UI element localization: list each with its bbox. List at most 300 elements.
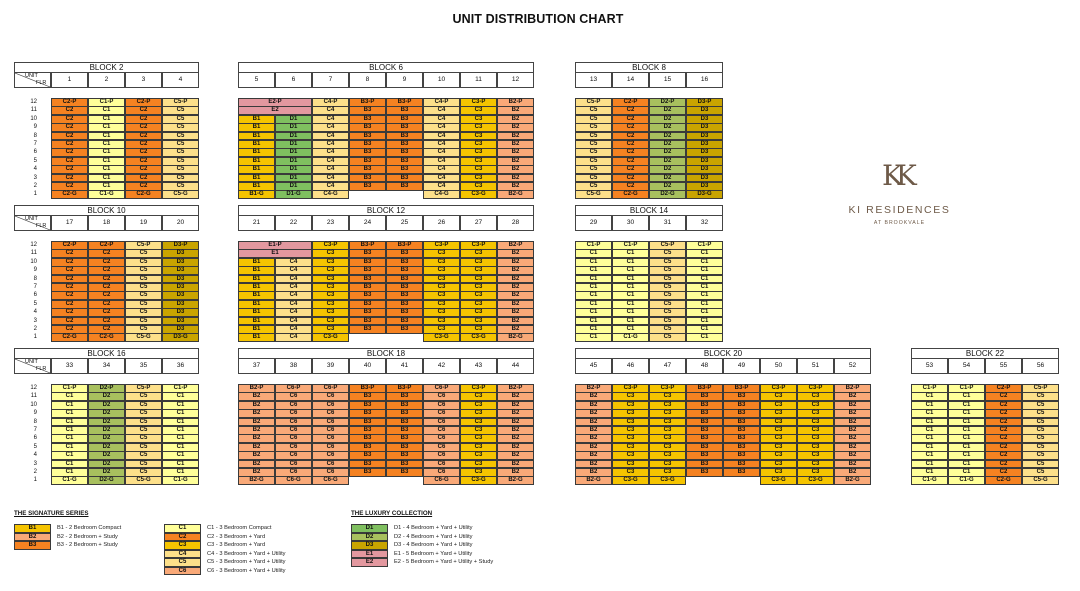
unit-cell-b3: B3 <box>349 123 386 132</box>
unit-cell-c3: C3 <box>760 434 797 443</box>
unit-cell-b2: B2-P <box>497 241 534 250</box>
unit-number: 38 <box>275 359 312 374</box>
unit-cell-c4: C4 <box>312 115 349 124</box>
unit-cell-b2: B2 <box>575 460 612 469</box>
unit-cell-d1: D1-G <box>275 190 312 199</box>
unit-cell-c3: C3 <box>460 443 497 452</box>
unit-cell-b3: B3 <box>349 392 386 401</box>
unit-cell-c3: C3 <box>460 401 497 410</box>
unit-cell-c1: C1 <box>911 426 948 435</box>
unit-number: 10 <box>423 73 460 88</box>
unit-cell-c3: C3 <box>760 468 797 477</box>
unit-cell-c1: C1 <box>686 283 723 292</box>
unit-cell-c1: C1 <box>575 258 612 267</box>
unit-cell-c2: C2 <box>51 275 88 284</box>
unit-cell-b3: B3 <box>349 317 386 326</box>
floor-number: 1 <box>33 334 37 341</box>
unit-cell-c6: C6 <box>312 460 349 469</box>
unit-cell-c4: C4 <box>275 300 312 309</box>
unit-cell-c3: C3 <box>797 443 834 452</box>
unit-cell-b3: B3 <box>349 468 386 477</box>
unit-number: 43 <box>460 359 497 374</box>
unit-cell-c4: C4 <box>275 258 312 267</box>
unit-cell-b3: B3-P <box>349 384 386 393</box>
unit-cell-c3: C3 <box>797 392 834 401</box>
unit-cell-c1: C1-P <box>575 241 612 250</box>
unit-cell-c1: C1 <box>911 434 948 443</box>
unit-cell-c3: C3-P <box>760 384 797 393</box>
unit-cell-c6: C6-P <box>275 384 312 393</box>
floor-number: 12 <box>30 99 37 105</box>
unit-cell-d2: D2 <box>649 123 686 132</box>
unit-cell-c6: C6-P <box>423 384 460 393</box>
unit-cell-b2: B2 <box>497 418 534 427</box>
unit-cell-c6: C6 <box>312 443 349 452</box>
unit-cell-d1: D1 <box>275 157 312 166</box>
unit-cell-b2: B2 <box>238 426 275 435</box>
unit-cell-b2: B2 <box>834 418 871 427</box>
unit-cell-c5: C5 <box>575 115 612 124</box>
unit-cell-c5: C5 <box>649 333 686 342</box>
unit-cell-c6: C6 <box>275 468 312 477</box>
unit-cell-c2: C2 <box>51 300 88 309</box>
unit-number: 27 <box>460 216 497 231</box>
unit-cell-b2: B2 <box>497 182 534 191</box>
unit-cell-d2: D2 <box>649 115 686 124</box>
unit-cell-c3: C3 <box>423 291 460 300</box>
unit-cell-b3: B3 <box>686 409 723 418</box>
unit-cell-c3: C3 <box>312 266 349 275</box>
floor-number: 12 <box>30 385 37 391</box>
unit-cell-c6: C6 <box>423 418 460 427</box>
unit-cell-c1: C1 <box>88 148 125 157</box>
floor-number: 4 <box>33 309 37 316</box>
block-header: BLOCK 6 <box>238 62 534 73</box>
unit-cell-c1: C1 <box>911 460 948 469</box>
unit-cell-c2: C2 <box>88 300 125 309</box>
unit-cell-c6: C6 <box>275 401 312 410</box>
unit-cell-c5: C5 <box>162 174 199 183</box>
unit-cell-d2: D2 <box>88 426 125 435</box>
unit-cell-b2: B2-G <box>238 476 275 485</box>
unit-cell-c3: C3 <box>797 468 834 477</box>
unit-cell-c3: C3 <box>423 317 460 326</box>
unit-cell-c3: C3 <box>460 266 497 275</box>
unit-cell-c1: C1 <box>88 174 125 183</box>
unit-cell-c5: C5 <box>1022 468 1059 477</box>
unit-cell-b2: B2 <box>497 443 534 452</box>
unit-cell-c3: C3 <box>649 451 686 460</box>
unit-cell-c3: C3 <box>312 258 349 267</box>
unit-cell-b3: B3 <box>386 418 423 427</box>
unit-cell-c1: C1-P <box>911 384 948 393</box>
floor-number: 9 <box>33 124 37 131</box>
legend-swatch: C2 <box>164 533 201 542</box>
unit-cell-b2: B2 <box>497 148 534 157</box>
unit-cell-c1: C1 <box>51 460 88 469</box>
unit-cell-c6: C6 <box>275 443 312 452</box>
unit-number: 14 <box>612 73 649 88</box>
unit-cell-c3: C3-P <box>460 384 497 393</box>
unit-cell-c2: C2 <box>985 443 1022 452</box>
unit-number: 8 <box>349 73 386 88</box>
unit-cell-c3: C3-P <box>612 384 649 393</box>
unit-cell-b1: B1 <box>238 123 275 132</box>
unit-cell-b2: B2 <box>497 468 534 477</box>
unit-number: 45 <box>575 359 612 374</box>
unit-cell-c5: C5 <box>125 392 162 401</box>
unit-cell-b3: B3 <box>386 401 423 410</box>
unit-cell-c3: C3 <box>460 426 497 435</box>
unit-cell-c4: C4 <box>312 106 349 115</box>
unit-cell-c3: C3-G <box>612 476 649 485</box>
unit-cell-c5: C5 <box>125 434 162 443</box>
unit-cell-b3: B3 <box>723 443 760 452</box>
unit-cell-b3: B3 <box>723 426 760 435</box>
unit-cell-c3: C3 <box>460 409 497 418</box>
logo-mark-icon: KK <box>882 159 910 192</box>
unit-cell-b2: B2 <box>238 468 275 477</box>
unit-cell-d3: D3 <box>162 249 199 258</box>
unit-cell-c3: C3 <box>460 106 497 115</box>
unit-cell-c4: C4 <box>312 157 349 166</box>
unit-number: 2 <box>88 73 125 88</box>
unit-cell-c2: C2 <box>51 148 88 157</box>
unit-cell-c2: C2 <box>51 132 88 141</box>
unit-cell-c5: C5 <box>649 258 686 267</box>
unit-cell-c1: C1-G <box>162 476 199 485</box>
unit-cell-d2: D2-P <box>88 384 125 393</box>
unit-cell-c3: C3 <box>797 451 834 460</box>
unit-cell-b2: B2 <box>238 451 275 460</box>
unit-cell-c4: C4 <box>312 165 349 174</box>
unit-cell-c3: C3 <box>797 409 834 418</box>
unit-cell-b2: B2 <box>497 266 534 275</box>
floor-number: 11 <box>30 107 37 114</box>
unit-cell-c5: C5 <box>162 148 199 157</box>
unit-cell-b3: B3 <box>386 106 423 115</box>
floor-number: 1 <box>33 191 37 198</box>
unit-cell-c5: C5 <box>649 283 686 292</box>
unit-cell-c1: C1-P <box>612 241 649 250</box>
unit-cell-c3: C3 <box>460 157 497 166</box>
unit-cell-d3: D3 <box>162 317 199 326</box>
unit-number: 21 <box>238 216 275 231</box>
unit-cell-b2: B2 <box>497 174 534 183</box>
unit-cell-c3: C3 <box>460 468 497 477</box>
unit-cell-b1: B1 <box>238 333 275 342</box>
legend-swatch: C1 <box>164 524 201 533</box>
unit-cell-b2: B2 <box>497 409 534 418</box>
unit-cell-d1: D1 <box>275 148 312 157</box>
unit-cell-c3: C3 <box>460 460 497 469</box>
unit-cell-b2: B2 <box>497 392 534 401</box>
unit-cell-c1: C1 <box>612 300 649 309</box>
unit-cell-b2: B2 <box>575 409 612 418</box>
legend-swatch: E1 <box>351 550 388 559</box>
unit-cell-b1: B1 <box>238 325 275 334</box>
unit-cell-c2: C2 <box>985 418 1022 427</box>
unit-number: 24 <box>349 216 386 231</box>
unit-cell-c3: C3 <box>649 468 686 477</box>
unit-cell-b3: B3 <box>349 434 386 443</box>
unit-cell-b3: B3 <box>386 434 423 443</box>
unit-cell-c1: C1-G <box>948 476 985 485</box>
unit-cell-d3: D3 <box>162 275 199 284</box>
unit-cell-c2: C2 <box>985 409 1022 418</box>
unit-cell-d3: D3 <box>162 283 199 292</box>
unit-cell-c1: C1 <box>51 401 88 410</box>
unit-cell-b3: B3 <box>723 409 760 418</box>
unit-cell-b3: B3 <box>386 325 423 334</box>
unit-cell-c2: C2 <box>51 157 88 166</box>
unit-cell-b3: B3 <box>386 443 423 452</box>
unit-cell-c3: C3-G <box>423 333 460 342</box>
unit-cell-b3: B3-P <box>723 384 760 393</box>
unit-cell-c1: C1 <box>612 317 649 326</box>
unit-cell-c2: C2 <box>88 283 125 292</box>
unit-cell-b3: B3 <box>349 409 386 418</box>
legend-label: B2 - 2 Bedroom + Study <box>57 533 118 540</box>
unit-cell-c1: C1 <box>88 165 125 174</box>
unit-cell-c3: C3-P <box>423 241 460 250</box>
unit-cell-c1: C1 <box>948 460 985 469</box>
block-header: BLOCK 18 <box>238 348 534 359</box>
unit-cell-b3: B3-P <box>686 384 723 393</box>
unit-cell-c2: C2 <box>985 468 1022 477</box>
unit-cell-c3: C3 <box>460 140 497 149</box>
unit-cell-c4: C4 <box>312 174 349 183</box>
legend-swatch: D3 <box>351 541 388 550</box>
unit-cell-c1: C1 <box>686 266 723 275</box>
unit-number: 12 <box>497 73 534 88</box>
unit-cell-b1: B1 <box>238 182 275 191</box>
legend-label: C1 - 3 Bedroom Compact <box>207 525 272 531</box>
unit-cell-c5: C5 <box>1022 443 1059 452</box>
unit-cell-c1: C1 <box>911 409 948 418</box>
unit-cell-b3: B3 <box>723 460 760 469</box>
unit-cell-b3: B3 <box>723 401 760 410</box>
unit-cell-c1: C1 <box>575 266 612 275</box>
floor-number: 6 <box>33 292 37 299</box>
unit-cell-c5: C5-P <box>162 98 199 107</box>
floor-number: 5 <box>33 157 37 164</box>
unit-cell-c1: C1 <box>575 325 612 334</box>
unit-cell-d2: D2-G <box>88 476 125 485</box>
unit-cell-b3: B3 <box>686 426 723 435</box>
unit-number: 52 <box>834 359 871 374</box>
unit-number: 22 <box>275 216 312 231</box>
unit-cell-b3: B3-P <box>349 241 386 250</box>
legend-label: E2 - 5 Bedroom + Yard + Utility + Study <box>394 559 494 565</box>
unit-cell-c1: C1 <box>948 401 985 410</box>
unit-cell-b2: B2 <box>575 426 612 435</box>
unit-cell-c2: C2-G <box>612 190 649 199</box>
unit-cell-c1: C1 <box>911 401 948 410</box>
unit-cell-c3: C3 <box>760 401 797 410</box>
floor-number: 3 <box>33 317 37 324</box>
unit-cell-b1: B1 <box>238 148 275 157</box>
block-header: BLOCK 20 <box>575 348 871 359</box>
unit-cell-c1: C1 <box>686 291 723 300</box>
unit-cell-d2: D2 <box>649 182 686 191</box>
unit-cell-c6: C6 <box>312 451 349 460</box>
unit-cell-b3: B3 <box>723 418 760 427</box>
unit-floor-header <box>14 73 51 88</box>
unit-cell-c1: C1-P <box>686 241 723 250</box>
unit-cell-b3: B3 <box>723 451 760 460</box>
unit-cell-c1: C1-P <box>948 384 985 393</box>
unit-cell-c5: C5-G <box>125 333 162 342</box>
unit-number: 26 <box>423 216 460 231</box>
unit-cell-b3: B3 <box>349 174 386 183</box>
unit-cell-c1: C1 <box>162 468 199 477</box>
unit-cell-c2: C2 <box>612 106 649 115</box>
unit-cell-c1: C1 <box>88 157 125 166</box>
unit-cell-c5: C5 <box>125 275 162 284</box>
unit-cell-c1: C1 <box>686 333 723 342</box>
unit-cell-c4: C4 <box>275 333 312 342</box>
unit-cell-c3: C3 <box>649 418 686 427</box>
unit-cell-c3: C3 <box>649 460 686 469</box>
unit-cell-c5: C5-P <box>125 241 162 250</box>
unit-cell-c1: C1 <box>612 291 649 300</box>
unit-cell-c3: C3 <box>612 392 649 401</box>
unit-cell-b2: B2 <box>497 140 534 149</box>
unit-cell-d3: D3 <box>162 325 199 334</box>
unit-cell-b2: B2 <box>834 426 871 435</box>
unit-cell-b3: B3 <box>686 401 723 410</box>
unit-cell-c6: C6 <box>423 409 460 418</box>
unit-cell-b2: B2-P <box>575 384 612 393</box>
unit-cell-c1: C1 <box>575 249 612 258</box>
unit-cell-c1: C1 <box>948 409 985 418</box>
unit-cell-c1: C1 <box>948 392 985 401</box>
floor-number: 7 <box>33 427 37 433</box>
unit-number: 23 <box>312 216 349 231</box>
unit-cell-c1: C1 <box>911 392 948 401</box>
unit-cell-b3: B3 <box>723 468 760 477</box>
unit-cell-c3: C3 <box>312 308 349 317</box>
unit-cell-b3: B3 <box>386 182 423 191</box>
unit-cell-b3: B3 <box>386 409 423 418</box>
unit-cell-d3: D3 <box>162 308 199 317</box>
unit-cell-b2: B2 <box>834 443 871 452</box>
unit-cell-b3: B3 <box>349 140 386 149</box>
unit-cell-c2: C2 <box>125 148 162 157</box>
unit-cell-c1: C1 <box>575 308 612 317</box>
unit-cell-d3: D3 <box>686 106 723 115</box>
unit-cell-b2: B2 <box>575 392 612 401</box>
unit-cell-c4: C4 <box>423 106 460 115</box>
unit-number: 36 <box>162 359 199 374</box>
unit-cell-b3: B3 <box>386 140 423 149</box>
unit-cell-b2: B2 <box>497 115 534 124</box>
unit-cell-c1: C1 <box>686 308 723 317</box>
unit-cell-c5: C5 <box>162 140 199 149</box>
unit-cell-c1: C1-G <box>51 476 88 485</box>
unit-cell-b2: B2 <box>834 434 871 443</box>
unit-cell-b2: B2 <box>497 123 534 132</box>
unit-label: UNIT <box>25 216 38 222</box>
unit-number: 30 <box>612 216 649 231</box>
unit-number: 20 <box>162 216 199 231</box>
unit-cell-c2: C2 <box>125 157 162 166</box>
unit-cell-c1: C1 <box>162 443 199 452</box>
unit-cell-c3: C3-G <box>797 476 834 485</box>
unit-cell-c1: C1 <box>686 300 723 309</box>
unit-cell-b1: B1 <box>238 115 275 124</box>
legend-label: D1 - 4 Bedroom + Yard + Utility <box>394 525 473 531</box>
unit-number: 41 <box>386 359 423 374</box>
unit-cell-c1: C1 <box>612 325 649 334</box>
unit-cell-b3: B3 <box>723 392 760 401</box>
unit-cell-b3: B3 <box>349 275 386 284</box>
unit-cell-d3: D3 <box>686 148 723 157</box>
floor-number: 9 <box>33 267 37 274</box>
unit-cell-c5: C5 <box>125 249 162 258</box>
floor-number: 5 <box>33 443 37 450</box>
unit-cell-d2: D2 <box>88 451 125 460</box>
unit-cell-c3: C3 <box>760 409 797 418</box>
floor-number: 11 <box>30 250 37 257</box>
unit-number: 34 <box>88 359 125 374</box>
unit-cell-d1: D1 <box>275 140 312 149</box>
unit-number: 44 <box>497 359 534 374</box>
unit-cell-c3: C3 <box>649 392 686 401</box>
unit-cell-c2: C2 <box>125 182 162 191</box>
unit-cell-c6: C6 <box>423 468 460 477</box>
unit-cell-c3: C3 <box>612 451 649 460</box>
unit-cell-c2: C2 <box>125 174 162 183</box>
floor-number: 7 <box>33 284 37 290</box>
unit-cell-c1: C1 <box>51 434 88 443</box>
unit-cell-b1: B1 <box>238 132 275 141</box>
unit-number: 11 <box>460 73 497 88</box>
unit-cell-b2: B2 <box>497 300 534 309</box>
floor-number: 4 <box>33 166 37 173</box>
unit-cell-c1: C1 <box>51 392 88 401</box>
unit-number: 48 <box>686 359 723 374</box>
unit-cell-c1: C1 <box>948 434 985 443</box>
unit-cell-c5: C5 <box>162 123 199 132</box>
unit-cell-c1: C1 <box>88 123 125 132</box>
unit-cell-c6: C6 <box>275 460 312 469</box>
unit-cell-c1: C1 <box>575 283 612 292</box>
legend-swatch: B1 <box>14 524 51 533</box>
unit-cell-c3: C3 <box>312 317 349 326</box>
unit-cell-c1: C1 <box>162 451 199 460</box>
unit-cell-c1: C1 <box>162 460 199 469</box>
unit-number: 40 <box>349 359 386 374</box>
unit-cell-d3: D3-P <box>162 241 199 250</box>
unit-cell-c2: C2-P <box>51 98 88 107</box>
unit-cell-c2: C2 <box>612 140 649 149</box>
unit-cell-c3: C3 <box>649 426 686 435</box>
unit-cell-c4: C4-G <box>312 190 349 199</box>
unit-cell-c3: C3 <box>460 132 497 141</box>
unit-cell-c5: C5 <box>125 258 162 267</box>
unit-cell-b2: B2 <box>575 418 612 427</box>
unit-cell-b2: B2 <box>497 106 534 115</box>
unit-cell-b2: B2 <box>834 460 871 469</box>
unit-cell-c5: C5 <box>1022 401 1059 410</box>
block-header: BLOCK 22 <box>911 348 1059 359</box>
unit-cell-c5: C5 <box>649 325 686 334</box>
unit-cell-b3: B3 <box>386 283 423 292</box>
unit-cell-d1: D1 <box>275 165 312 174</box>
unit-number: 28 <box>497 216 534 231</box>
